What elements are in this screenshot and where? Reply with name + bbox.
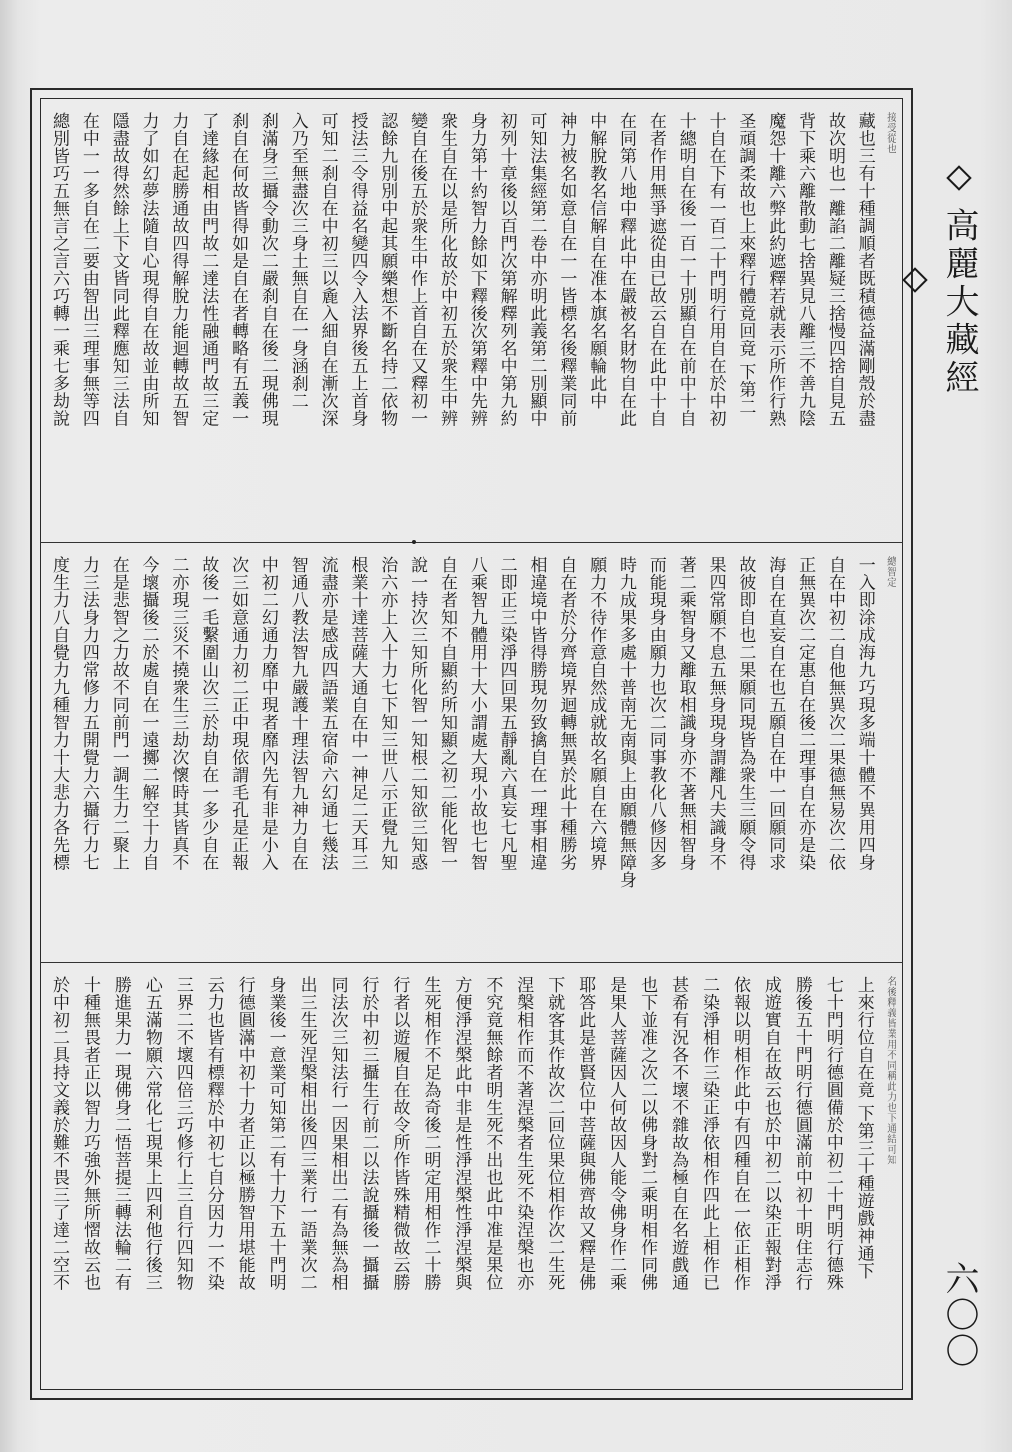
text-column: 生死相作不足為奇後二明定用相作二十勝 [420,976,441,1291]
text-column: 度生力八自覺力九種智力十大悲力各先標 [49,556,69,871]
text-column: 可知二刹自在中初三以麁入細自在漸次深 [317,112,338,427]
text-column: 不究竟無餘者明生死不出也此中准是果位 [482,976,503,1291]
text-column: 故次明也一離諂二離疑三捨慢四捨自見五 [824,112,845,427]
text-column: 故彼即自也二果願同現皆為衆生三願令得 [735,556,756,871]
text-column: 出三生死涅槃相出後四三業行一語業次二 [296,976,317,1291]
text-column: 耶答此是普賢位中菩薩與佛齊故又釋是佛 [575,976,596,1291]
text-column: 涅槃相作而不著涅槃者生死不染涅槃也亦 [513,976,534,1291]
sutra-collection-title [937,150,981,410]
text-column: 云力也皆有標釋於中初七自分因力一不染 [203,976,224,1291]
text-column: 一入即涂成海九巧現多端十體不異用四身 [854,556,875,871]
section-divider-1 [40,542,903,543]
text-column: 背下乘六離散動七捨異見八離三不善九陰 [795,112,816,427]
text-column: 流盡亦是感成四語業五宿命六幻通七幾法 [317,556,338,871]
text-column: 勝後五十門明行德圓滿前中初十明住志行 [791,976,812,1291]
text-column: 入乃至無盡次三身土無自在一身涵刹二 [287,112,308,410]
text-column: 初列十章後以百門次第解釋列名中第九約 [496,112,517,427]
annotation-note: 接受從也 [884,112,896,154]
text-column: 力自在起勝通故四得解脫力能迴轉故五智 [168,112,189,427]
text-column: 了達緣起相由門故二達法性融通門故三定 [198,112,219,427]
text-column: 次三如意通力初二正中現依謂毛孔是正報 [228,556,249,871]
annotation-note: 名後釋義皆業用不同稱此力也下通結可知 [884,976,896,1165]
text-column: 二染淨相作三染正淨依相作四此上相作已 [699,976,720,1291]
text-column: 同法次三知法行一因果相出二有為無為相 [327,976,348,1291]
text-column: 說一持次三知所化智一知根二知欲三知惑 [407,556,428,871]
text-column: 智通八教法智九嚴護十理法智九神力自在 [287,556,308,871]
text-column: 行德圓滿中初十力者正以極勝智用堪能故 [234,976,255,1291]
text-column: 於中初二具持文義於難不畏三了達二空不 [49,976,69,1291]
text-column: 治六亦上入十力七下知三世八示正覺九知 [377,556,398,871]
divider-dot [412,540,416,544]
diamond-icon [946,165,971,190]
text-column: 衆生自在以是所化故於中初五於衆生中辨 [436,112,457,427]
text-column: 中初二幻通力靡中現者靡內先有非是小入 [257,556,278,871]
text-column: 行者以遊履自在故令所作皆殊精微故云勝 [389,976,410,1291]
text-column: 著二乘智身又離取相識身亦不著無相智身 [675,556,696,871]
text-column: 刹自在何故皆得如是自在者轉略有五義一 [228,112,249,427]
text-column: 也下並准之次二以佛身對二乘明相作同佛 [637,976,658,1291]
text-column: 二亦現三災不撓衆生三劫次懷時其皆真不 [168,556,189,871]
text-section-top [48,112,896,532]
text-column: 而能現身由願力也次二同事教化八修因多 [645,556,666,871]
text-column: 認餘九別別中起其願樂想不斷名持二依物 [377,112,398,427]
text-column: 願力不待作意自然成就故名願自在六境界 [586,556,607,871]
text-column: 圣頑調柔故也上來釋行體竟回竟 下第二 [735,112,756,416]
text-column: 是果人菩薩因人何故因人能令佛身作二乘 [606,976,627,1291]
text-column: 自在者於分齊境界迴轉無異於此十種勝劣 [556,556,577,871]
text-column: 刹滿身三攝令動次二嚴刹自在後二現佛現 [257,112,278,427]
text-column: 故後一毛繫圍山次三於劫自在一多少自在 [198,556,219,871]
text-column: 在同第八地中釋此中在嚴被名財物自在此 [616,112,637,427]
text-column: 十自在下有一百二十門明行用自在於中初 [705,112,726,427]
text-column: 相違境中皆得勝現勿致擒自在一理事相違 [526,556,547,871]
text-section-middle [48,556,896,952]
text-column: 身業後一意業可知第二有十力下五十門明 [265,976,286,1291]
text-column: 藏也三有十種調順者既積德益滿剛殼於盡 [854,112,875,427]
text-column: 果四常願不息五無身現身謂離凡夫識身不 [705,556,726,871]
text-column: 行於中初三攝生行前二以法說攝後一攝攝 [358,976,379,1291]
section-divider-2 [40,962,903,963]
text-column: 依報以明相作此中有四種自在一依正相作 [729,976,750,1291]
text-column: 十總明自在後一百一十別顯自在前中十自 [675,112,696,427]
text-column: 八乘智九體用十大小謂處大現小故也七智 [466,556,487,871]
page-number: 六〇〇 [939,1261,979,1369]
diamond-icon [902,267,927,292]
text-column: 變自在後五於衆生中作上首自在又釋初一 [407,112,428,427]
text-column: 甚希有況各不壞不雜故為極自在名遊戲通 [668,976,689,1291]
text-column: 隱盡故得然餘上下文皆同此釋應知三法自 [108,112,129,427]
text-column: 總別皆巧五無言之言六巧轉一乘七多劫說 [49,112,69,427]
text-column: 根業十達菩薩大通自在中一神足二天耳三 [347,556,368,871]
text-column: 海自在直妄自在也五願自在中一回願同求 [765,556,786,871]
text-column: 神力被名如意自在一一皆標名後釋業同前 [556,112,577,427]
text-column: 授法三令得益名變四令入法界後五上首身 [347,112,368,427]
text-column: 二即正三染淨四回果五靜亂六真妄七凡聖 [496,556,517,871]
text-column: 魔怨十離六弊此約遮釋若就表示所作行熟 [765,112,786,427]
text-column: 三界二不壞四倍三巧修行上三自行四知物 [172,976,193,1291]
text-column: 十種無畏者正以智力巧強外無所慴故云也 [79,976,100,1291]
text-column: 下就客其作故次二回位果位相作次二生死 [544,976,565,1291]
text-column: 七十門明行德圓備於中初二十門明行德殊 [822,976,843,1291]
text-column: 在者作用無爭遮從由已故云自在此中十自 [645,112,666,427]
text-column: 中解脫教名信解自在准本旗名願輪此中 [586,112,607,410]
text-column: 今壞攝後二於處自在一遠擲二解空十力自 [138,556,159,871]
text-column: 方便淨涅槃此中非是性淨涅槃性淨涅槃與 [451,976,472,1291]
text-section-bottom [48,976,896,1376]
text-column: 自在者知不自顯約所知顯之初二能化智一 [436,556,457,871]
text-column: 在中一一多自在二要由智出三理事無等四 [78,112,99,427]
text-column: 力三法身力四常修力五開覺力六攝行力七 [78,556,99,871]
text-column: 在是悲智之力故不同前門一調生力二聚上 [108,556,129,871]
text-column: 力了如幻夢法隨自心現得自在故並由所知 [138,112,159,427]
text-column: 正無異次二定惠自在後二理事自在亦是染 [795,556,816,871]
text-column: 成遊實自在故云也於中初二以染正報對淨 [760,976,781,1291]
text-column: 時九成果多處十普南无南與上由願體無障身 [616,556,637,889]
text-column: 自在中初二自他無異次二果德無易次二依 [824,556,845,871]
text-column: 心五滿物願六常化七現果上四利他行後三 [141,976,162,1291]
text-column: 身力第十約智力餘如下釋後次第釋中先辨 [466,112,487,427]
text-column: 上來行位自在竟 下第三十種遊戲神通下 [853,976,874,1280]
annotation-note: 總智定 [884,556,896,588]
text-column: 可知法集經第二卷中亦明此義第二別顯中 [526,112,547,427]
title-text: 高麗大藏經 [939,207,979,398]
text-column: 勝進果力一現佛身二悟菩提三轉法輪二有 [110,976,131,1291]
